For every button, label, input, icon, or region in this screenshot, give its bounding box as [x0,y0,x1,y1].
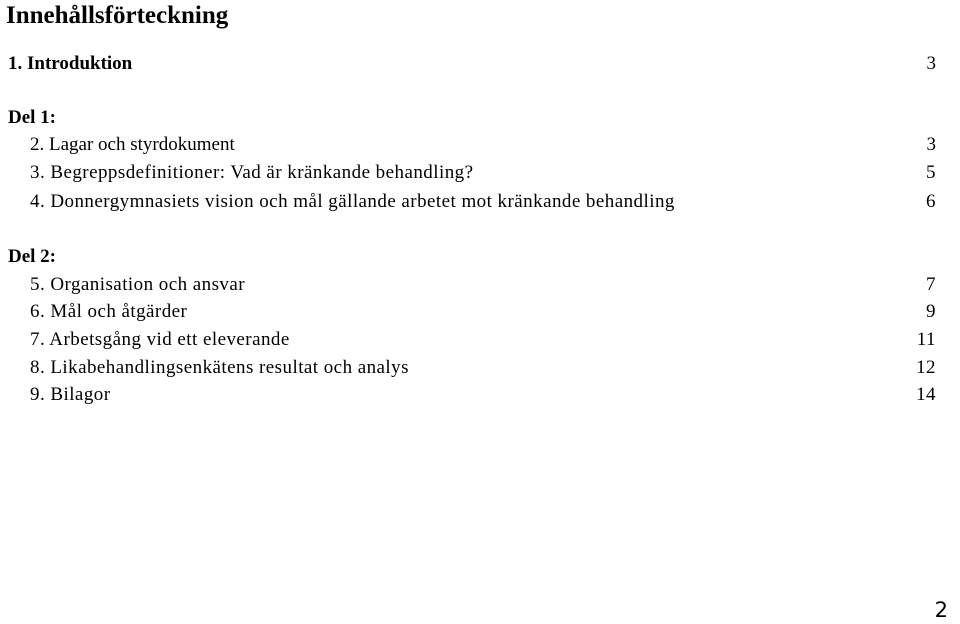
toc-entry-label: 7. Arbetsgång vid ett eleverande [30,329,290,350]
toc-entry-label: 6. Mål och åtgärder [30,301,188,322]
toc-entry-label: 3. Begreppsdefinitioner: Vad är kränkande behandling? [30,162,474,183]
toc-entry-likabehandlingsenkat[interactable] [0,356,960,380]
toc-entry-organisation[interactable] [0,273,960,297]
toc-entry-page: 5 [926,162,936,183]
toc-entry-begreppsdefinitioner[interactable] [0,161,960,185]
toc-title: Innehållsförteckning [6,2,229,29]
toc-entry-page: 3 [926,134,936,155]
toc-entry-label: 8. Likabehandlingsenkätens resultat och analys [30,357,409,378]
toc-entry-page: 6 [926,191,936,212]
section-heading-del-2: Del 2: [8,246,57,267]
toc-entry-mal-atgarder[interactable] [0,300,960,324]
toc-entry-label: 1. Introduktion [8,53,133,74]
toc-entry-page: 3 [926,53,936,74]
toc-entry-page: 9 [926,301,936,322]
toc-entry-page: 7 [926,274,936,295]
toc-entry-introduktion[interactable] [0,52,960,76]
toc-entry-page: 12 [916,357,936,378]
toc-entry-bilagor[interactable] [0,383,960,407]
section-heading-del-1: Del 1: [8,107,57,128]
toc-entry-label: 2. Lagar och styrdokument [30,134,235,155]
toc-entry-page: 14 [916,384,936,405]
toc-entry-arbetsgang[interactable] [0,328,960,352]
toc-entry-label: 4. Donnergymnasiets vision och mål gällande arbetet mot kränkande behandling [30,191,675,212]
toc-entry-page: 11 [916,329,936,350]
toc-entry-lagar[interactable] [0,133,960,157]
toc-entry-label: 9. Bilagor [30,384,111,405]
toc-entry-vision[interactable] [0,190,960,214]
toc-entry-label: 5. Organisation och ansvar [30,274,246,295]
page-number: 2 [934,598,948,622]
